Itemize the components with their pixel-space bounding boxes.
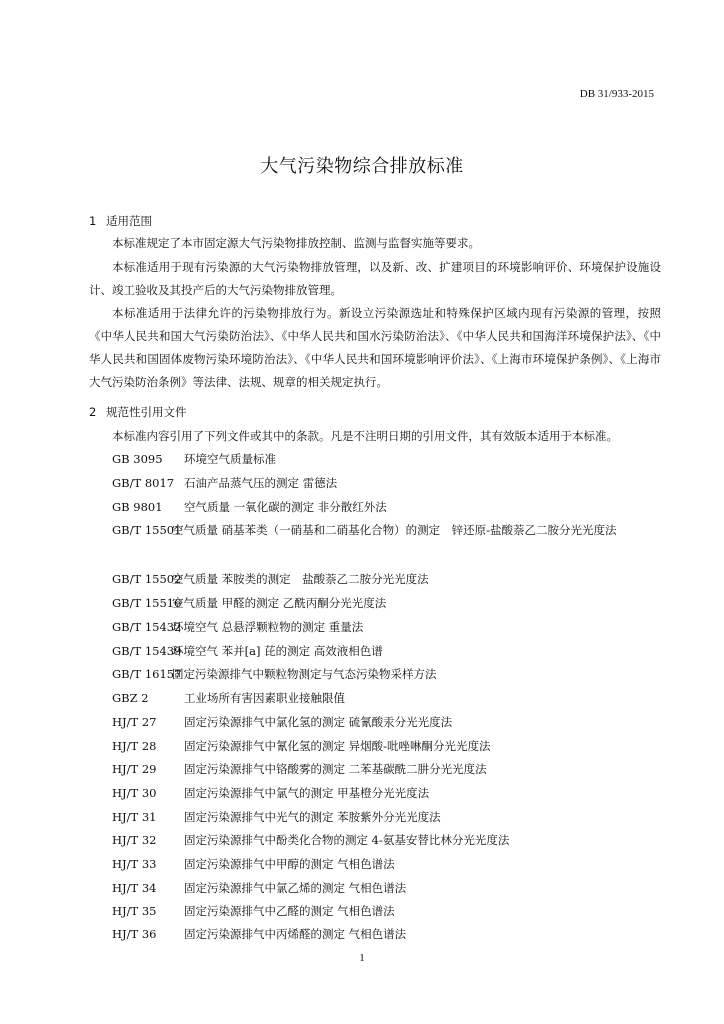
reference-title: 空气质量 一氧化碳的测定 非分散红外法	[184, 500, 387, 514]
section-title: 适用范围	[106, 214, 152, 228]
section-heading-references	[89, 404, 187, 420]
reference-code: GB/T 15501	[112, 523, 182, 537]
reference-code: GB/T 15439	[112, 644, 182, 658]
reference-title: 环境空气 苯并[a] 芘的测定 高效液相色谱	[172, 644, 383, 658]
section-title: 规范性引用文件	[106, 405, 187, 419]
reference-code: HJ/T 31	[112, 810, 157, 824]
reference-code: GB/T 15502	[112, 572, 182, 586]
reference-title: 工业场所有害因素职业接触限值	[184, 691, 345, 705]
reference-title: 固定污染源排气中氰化氢的测定 异烟酸-吡唑啉酮分光光度法	[184, 739, 491, 753]
reference-code: GB/T 15516	[112, 596, 182, 610]
reference-code: HJ/T 34	[112, 881, 157, 895]
reference-code: GB 9801	[112, 500, 163, 514]
reference-code: HJ/T 27	[112, 715, 157, 729]
reference-code: GBZ 2	[112, 691, 149, 705]
page-number: 1	[359, 952, 365, 964]
reference-title: 固定污染源排气中铬酸雾的测定 二苯基碳酰二肼分光光度法	[184, 762, 487, 776]
reference-code: HJ/T 30	[112, 786, 157, 800]
reference-title: 空气质量 硝基苯类（一硝基和二硝基化合物）的测定 锌还原-盐酸萘乙二胺分光光度法	[172, 523, 617, 537]
scope-paragraph-1: 本标准规定了本市固定源大气污染物排放控制、监测与监督实施等要求。	[112, 236, 480, 250]
reference-title: 环境空气质量标准	[184, 452, 276, 466]
reference-code: HJ/T 32	[112, 833, 157, 847]
reference-code: GB/T 8017	[112, 476, 175, 490]
reference-code: HJ/T 28	[112, 739, 157, 753]
reference-title: 空气质量 甲醛的测定 乙酰丙酮分光光度法	[172, 596, 387, 610]
page-title: 大气污染物综合排放标准	[260, 156, 464, 177]
reference-title: 空气质量 苯胺类的测定 盐酸萘乙二胺分光光度法	[172, 572, 429, 586]
reference-code: GB/T 15432	[112, 620, 182, 634]
reference-title: 环境空气 总悬浮颗粒物的测定 重量法	[172, 620, 364, 634]
reference-code: HJ/T 29	[112, 762, 157, 776]
reference-title: 固定污染源排气中氯气的测定 甲基橙分光光度法	[184, 786, 430, 800]
reference-code: HJ/T 36	[112, 927, 157, 941]
reference-title: 石油产品蒸气压的测定 雷德法	[184, 476, 338, 490]
section-heading-scope	[89, 213, 152, 229]
reference-title: 固定污染源排气中酚类化合物的测定 4-氨基安替比林分光光度法	[184, 833, 510, 847]
reference-code: HJ/T 33	[112, 857, 157, 871]
document-code: DB 31/933-2015	[579, 88, 654, 100]
reference-title: 固定污染源排气中氯化氢的测定 硫氰酸汞分光光度法	[184, 715, 453, 729]
reference-code: HJ/T 35	[112, 904, 157, 918]
reference-title: 固定污染源排气中氯乙烯的测定 气相色谱法	[184, 881, 407, 895]
section-number: 2	[89, 405, 97, 419]
reference-title: 固定污染源排气中丙烯醛的测定 气相色谱法	[184, 927, 407, 941]
scope-paragraph-3: 本标准适用于法律允许的污染物排放行为。新设立污染源选址和特殊保护区域内现有污染源的管理，按照《中华人民共和国大气污染防治法》、《中华人民共和国水污染防治法》、《中华人民共和国海洋环境保护法》、《中华人民共和国固体废物污染环境防治法》、《中华人民共和国环境影响评价法》、《上海市环境保护条例》、《上海市大气污染防治条例》等法律、法规、规章的相关规定执行。	[89, 306, 661, 389]
section-number: 1	[89, 214, 97, 228]
reference-title: 固定污染源排气中光气的测定 苯胺紫外分光光度法	[184, 810, 441, 824]
reference-title: 固定污染源排气中颗粒物测定与气态污染物采样方法	[172, 667, 437, 681]
reference-code: GB/T 16157	[112, 667, 182, 681]
references-intro: 本标准内容引用了下列文件或其中的条款。凡是不注明日期的引用文件，其有效版本适用于本标准。	[112, 429, 618, 443]
reference-code: GB 3095	[112, 452, 163, 466]
reference-title: 固定污染源排气中乙醛的测定 气相色谱法	[184, 904, 395, 918]
scope-paragraph-2: 本标准适用于现有污染源的大气污染物排放管理，以及新、改、扩建项目的环境影响评价、环境保护设施设计、竣工验收及其投产后的大气污染物排放管理。	[89, 260, 661, 297]
reference-title: 固定污染源排气中甲醇的测定 气相色谱法	[184, 857, 395, 871]
